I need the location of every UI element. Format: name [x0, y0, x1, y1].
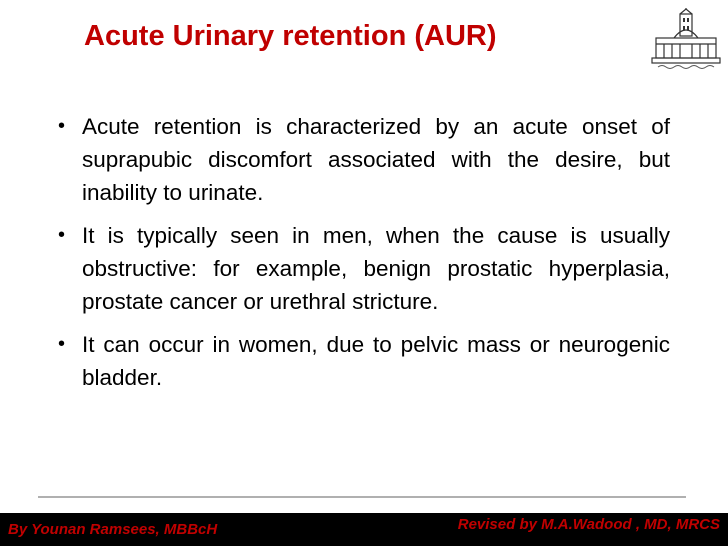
bullet-dot-icon: •	[58, 115, 66, 137]
bullet-item	[56, 328, 670, 394]
author-credit: By Younan Ramsees, MBBcH	[8, 521, 218, 538]
bullet-dot-icon: •	[58, 224, 66, 246]
reviser-credit: Revised by M.A.Wadood , MD, MRCS	[457, 516, 720, 533]
bullet-text: Acute retention is characterized by an acute onset of suprapubic discomfort associated with the desire, but inability to urinate.	[82, 114, 670, 205]
bullet-item	[56, 110, 670, 209]
bullet-item	[56, 219, 670, 318]
slide-title: Acute Urinary retention (AUR)	[84, 20, 497, 52]
bullet-list	[56, 110, 670, 404]
bullet-text: It is typically seen in men, when the cause is usually obstructive: for example, benign prostatic hyperplasia, prostate cancer or urethral stricture.	[82, 223, 670, 314]
bullet-text: It can occur in women, due to pelvic mass or neurogenic bladder.	[82, 332, 670, 390]
footer-divider	[38, 496, 686, 498]
footer-bar	[0, 513, 728, 546]
university-logo-icon	[650, 8, 722, 70]
bullet-dot-icon: •	[58, 333, 66, 355]
